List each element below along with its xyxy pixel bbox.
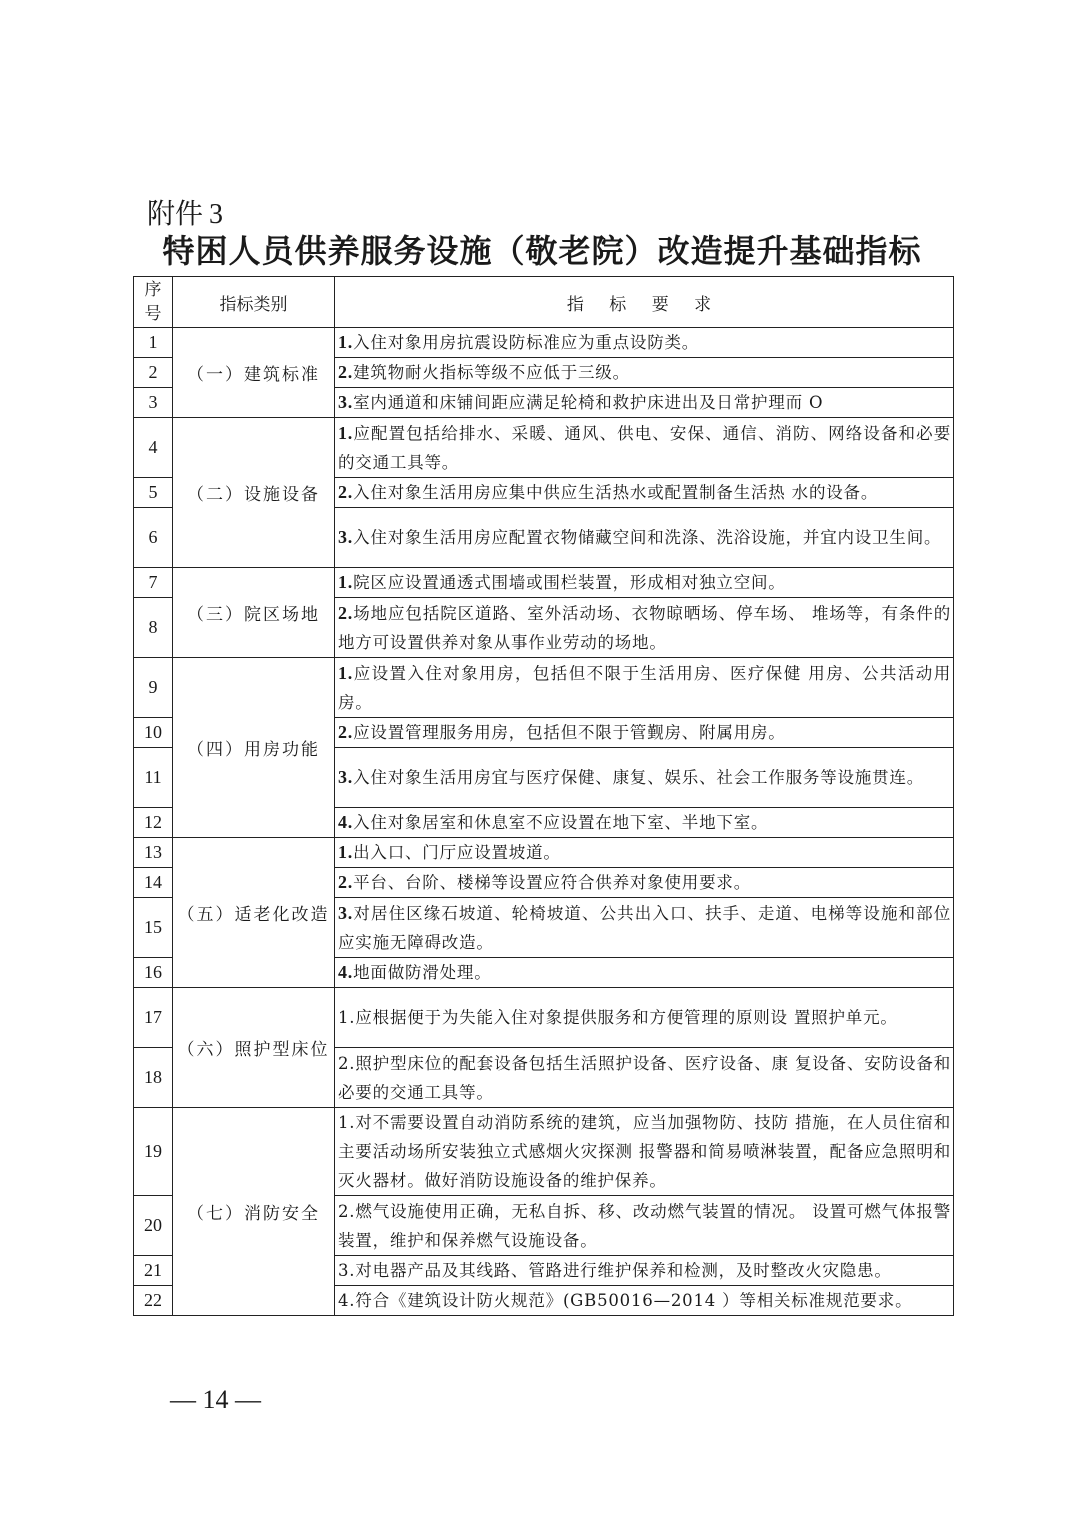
item-number: 3.	[338, 392, 354, 412]
requirement-cell	[335, 508, 954, 568]
row-number: 18	[134, 1048, 173, 1108]
item-number: 1.	[338, 422, 354, 443]
page-number: — 14 —	[170, 1385, 261, 1414]
row-number: 19	[134, 1108, 173, 1196]
item-number: 4.	[338, 962, 354, 982]
requirement-cell	[335, 1048, 954, 1108]
requirement-text: 3.对电器产品及其线路、管路进行维护保养和检测，及时整改火灾隐患。	[338, 1261, 892, 1280]
category-cell: （四）用房功能	[173, 658, 335, 838]
requirement-cell	[335, 988, 954, 1048]
category-cell: （六）照护型床位	[173, 988, 335, 1108]
category-cell: （二）设施设备	[173, 418, 335, 568]
requirement-text: 应设置入住对象用房，包括但不限于生活用房、医疗保健 用房、公共活动用房。	[338, 663, 951, 712]
requirement-cell	[335, 1196, 954, 1256]
header-requirement: 指 标 要 求	[335, 277, 954, 328]
requirement-cell	[335, 568, 954, 598]
requirement-cell	[335, 328, 954, 358]
requirement-cell	[335, 658, 954, 718]
item-number: 4.	[338, 812, 354, 832]
row-number: 6	[134, 508, 173, 568]
header-seq-text: 序号	[144, 280, 162, 324]
requirement-text: 1.应根据便于为失能入住对象提供服务和方便管理的原则设 置照护单元。	[338, 1008, 898, 1027]
category-cell: （三）院区场地	[173, 568, 335, 658]
requirement-text: 应设置管理服务用房，包括但不限于管觐房、附属用房。	[353, 723, 786, 742]
requirement-text: 入住对象生活用房宜与医疗保健、康复、娱乐、社会工作服务等设施贯连。	[353, 768, 925, 787]
table-header-row	[134, 277, 954, 328]
requirement-text: 1.对不需要设置自动消防系统的建筑，应当加强物防、技防 措施，在人员住宿和主要活动场所安装独立式感烟火灾探测 报警器和简易喷淋装置，配备应急照明和灭火器材。做好消防设施设备的维护保养。	[338, 1113, 951, 1190]
item-number: 2.	[338, 872, 354, 892]
table-row	[134, 568, 954, 598]
row-number: 17	[134, 988, 173, 1048]
table-row	[134, 838, 954, 868]
item-number: 3.	[338, 767, 354, 787]
row-number: 2	[134, 358, 173, 388]
requirement-cell	[335, 898, 954, 958]
row-number: 7	[134, 568, 173, 598]
category-cell: （七）消防安全	[173, 1108, 335, 1316]
requirement-text: 院区应设置通透式围墙或围栏装置，形成相对独立空间。	[353, 573, 786, 592]
requirement-text: 出入口、门厅应设置坡道。	[353, 843, 561, 862]
table-row	[134, 988, 954, 1048]
requirement-cell	[335, 478, 954, 508]
requirement-cell	[335, 958, 954, 988]
table-row	[134, 658, 954, 718]
table-row	[134, 1108, 954, 1196]
requirement-text: 建筑物耐火指标等级不应低于三级。	[353, 363, 630, 382]
item-number: 1.	[338, 572, 354, 592]
requirement-text: 入住对象用房抗震设防标准应为重点设防类。	[353, 333, 700, 352]
row-number: 10	[134, 718, 173, 748]
requirement-text: 场地应包括院区道路、室外活动场、衣物晾晒场、停车场、 堆场等，有条件的地方可设置供养对象从事作业劳动的场地。	[338, 603, 951, 652]
page-title: 特困人员供养服务设施（敬老院）改造提升基础指标	[162, 232, 922, 270]
requirement-cell	[335, 388, 954, 418]
category-cell: （五）适老化改造	[173, 838, 335, 988]
header-seq	[134, 277, 173, 328]
requirement-text: 入住对象生活用房应配置衣物储藏空间和洗涤、洗浴设施，并宜内设卫生间。	[353, 528, 942, 547]
requirement-cell	[335, 1256, 954, 1286]
row-number: 4	[134, 418, 173, 478]
table-body	[134, 328, 954, 1316]
item-number: 1.	[338, 662, 354, 683]
header-category: 指标类别	[173, 277, 335, 328]
row-number: 13	[134, 838, 173, 868]
item-number: 1.	[338, 332, 354, 352]
requirement-text: 4.符合《建筑设计防火规范》(GB50016—2014 ）等相关标准规范要求。	[338, 1291, 913, 1310]
requirement-text: 入住对象生活用房应集中供应生活热水或配置制备生活热 水的设备。	[353, 483, 879, 502]
requirement-cell	[335, 598, 954, 658]
requirement-cell	[335, 1286, 954, 1316]
row-number: 15	[134, 898, 173, 958]
requirement-text: 入住对象居室和休息室不应设置在地下室、半地下室。	[353, 813, 769, 832]
row-number: 22	[134, 1286, 173, 1316]
row-number: 11	[134, 748, 173, 808]
row-number: 1	[134, 328, 173, 358]
attachment-number: 3	[209, 199, 224, 230]
row-number: 16	[134, 958, 173, 988]
row-number: 20	[134, 1196, 173, 1256]
item-number: 2.	[338, 482, 354, 502]
row-number: 21	[134, 1256, 173, 1286]
requirement-cell	[335, 748, 954, 808]
requirement-text: 2.燃气设施使用正确，无私自拆、移、改动燃气装置的情况。 设置可燃气体报警装置，维护和保养燃气设施设备。	[338, 1201, 951, 1250]
item-number: 3.	[338, 527, 354, 547]
table-row	[134, 418, 954, 478]
row-number: 12	[134, 808, 173, 838]
attachment-text: 附件	[147, 197, 204, 230]
requirement-cell	[335, 718, 954, 748]
requirement-text: 应配置包括给排水、采暖、通风、供电、安保、通信、消防、网络设备和必要的交通工具等。	[338, 423, 951, 472]
requirement-cell	[335, 358, 954, 388]
requirement-cell	[335, 418, 954, 478]
requirement-text: 平台、台阶、楼梯等设置应符合供养对象使用要求。	[353, 873, 752, 892]
table-row	[134, 328, 954, 358]
row-number: 8	[134, 598, 173, 658]
requirement-cell	[335, 868, 954, 898]
requirement-text: 室内通道和床铺间距应满足轮椅和救护床进出及日常护理而 O	[353, 393, 824, 412]
item-number: 3.	[338, 902, 354, 923]
category-cell: （一）建筑标准	[173, 328, 335, 418]
indicator-table	[133, 276, 954, 1316]
requirement-text: 地面做防滑处理。	[353, 963, 492, 982]
item-number: 2.	[338, 362, 354, 382]
item-number: 2.	[338, 602, 354, 623]
row-number: 14	[134, 868, 173, 898]
row-number: 3	[134, 388, 173, 418]
requirement-cell	[335, 808, 954, 838]
requirement-cell	[335, 838, 954, 868]
row-number: 5	[134, 478, 173, 508]
item-number: 1.	[338, 842, 354, 862]
row-number: 9	[134, 658, 173, 718]
requirement-text: 对居住区缘石坡道、轮椅坡道、公共出入口、扶手、走道、电梯等设施和部位应实施无障碍改造。	[338, 903, 951, 952]
requirement-text: 2.照护型床位的配套设备包括生活照护设备、医疗设备、康 复设备、安防设备和必要的交通工具等。	[338, 1053, 951, 1102]
requirement-cell	[335, 1108, 954, 1196]
item-number: 2.	[338, 722, 354, 742]
